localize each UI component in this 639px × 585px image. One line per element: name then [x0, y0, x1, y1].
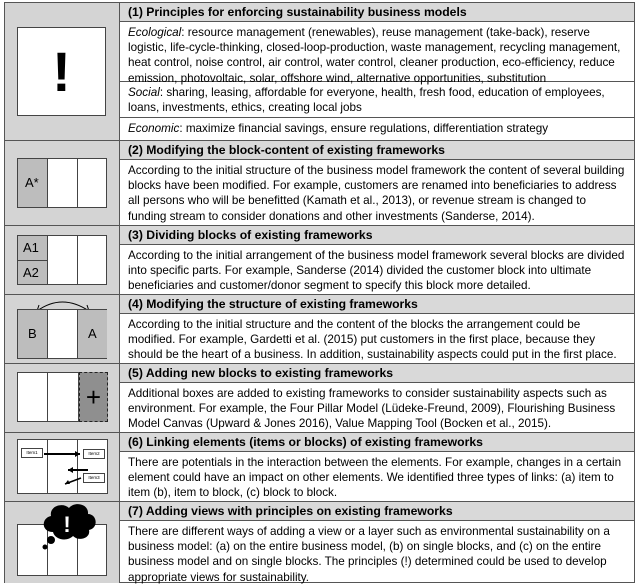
row-icon-cell	[5, 295, 120, 364]
existing-blocks-icon	[17, 372, 79, 422]
item-box: Item2	[83, 449, 105, 459]
exclamation-icon	[17, 27, 106, 116]
economic-section	[120, 118, 634, 140]
row-content	[120, 433, 634, 502]
block-label: A*	[25, 175, 39, 190]
row-icon-cell	[5, 141, 120, 226]
row-content	[120, 141, 634, 226]
row-title: (7) Adding views with principles on existing frameworks	[120, 502, 634, 521]
table-row	[5, 225, 634, 295]
row-title: (6) Linking elements (items or blocks) of existing frameworks	[120, 433, 634, 452]
link-items-icon	[17, 439, 108, 494]
row-text: There are potentials in the interaction between the elements. For example, changes in a certain element could have an impact on other elements. We identified three types of links: (a) item to item (b), item to block, (c) block to block.	[128, 456, 622, 500]
row-content	[120, 226, 634, 295]
table-row	[5, 294, 634, 364]
row-content	[120, 502, 634, 583]
block-label: B	[28, 326, 37, 341]
table-row	[5, 432, 634, 502]
modified-block-icon	[17, 158, 107, 208]
table-row	[5, 501, 634, 583]
row-icon-cell	[5, 502, 120, 583]
row-icon-cell	[5, 364, 120, 433]
swap-blocks-icon	[17, 309, 107, 359]
section-text: : maximize financial savings, ensure regulations, differentiation strategy	[179, 122, 549, 135]
social-section	[120, 82, 634, 118]
table-row	[5, 3, 634, 140]
section-label: Social	[128, 86, 160, 99]
row-title: (2) Modifying the block-content of existing frameworks	[120, 141, 634, 160]
divided-block-icon	[17, 235, 107, 285]
exclamation-mark: !	[52, 39, 71, 103]
row-title: (5) Adding new blocks to existing frameworks	[120, 364, 634, 383]
add-block-icon	[79, 372, 108, 422]
block-label: A1	[23, 240, 39, 255]
row-content	[120, 295, 634, 364]
row-text: According to the initial structure of the business model framework the content of several building blocks have been modified. For example, customers are renamed into beneficiaries to address all persons who will be benefitted (Kamath et al., 2013), or revenue stream is changed to funding stream to consider donations and other investments (Sanderse, 2014).	[128, 164, 625, 223]
section-label: Ecological	[128, 26, 182, 39]
link-arrows-icon	[18, 440, 108, 494]
section-text: : sharing, leasing, affordable for everyone, health, fresh food, education of employees, loans, investments, ethics, creating local jobs	[128, 86, 605, 115]
section-text: : resource management (renewables), reuse management (take-back), reserve logistic, life-cycle-thinking, closed-loop-production, waste management, recycling management, heat control, noise control, air control, water control, cleaner production, eco-efficiency, reduce emission, photovoltaic, solar, offshore wind, alternative opportunities, substitution	[128, 26, 621, 85]
row-icon-cell	[5, 433, 120, 502]
item-box: Item1	[21, 448, 43, 458]
row-title: (3) Dividing blocks of existing frameworks	[120, 226, 634, 245]
section-label: Economic	[128, 122, 180, 135]
row-text: According to the initial arrangement of the business model framework several blocks are divided into specific parts. For example, Sanderse (2014) divided the customer block into ultimate beneficiaries and customer/donor segment to specify this block more detailed.	[128, 249, 625, 293]
row-title: (4) Modifying the structure of existing frameworks	[120, 295, 634, 314]
block-label: A2	[23, 265, 39, 280]
ecological-section	[120, 22, 634, 85]
row-icon-cell	[5, 3, 120, 140]
principles-table	[4, 2, 635, 583]
row-text: Additional boxes are added to existing frameworks to consider sustainability aspects such as environment. For example, the Four Pillar Model (Lüdeke-Freund, 2009), Flourishing Business Model Canvas (Upward & Jones 2016), Value Mapping Tool (Bocken et al., 2015).	[128, 387, 616, 431]
row-text: According to the initial structure and the content of the blocks the arrangement could be modified. For example, Gardetti et al. (2015) put customers in the first place, because they should be the heart of a business. In addition, sustainability aspects could put in the first place.	[128, 318, 617, 362]
row-content	[120, 364, 634, 433]
row-text: There are different ways of adding a view or a layer such as environmental sustainability on a business model: (a) on the entire business model, (b) on single blocks, and (c) on the entire business model and on single blocks. The principles (!) determined could be used to develop appropriate views for sustainability.	[128, 525, 610, 584]
view-cloud-icon	[39, 502, 99, 550]
row-icon-cell	[5, 226, 120, 295]
row-content	[120, 3, 634, 140]
item-box: Item3	[83, 473, 105, 483]
table-row	[5, 140, 634, 226]
plus-icon: +	[85, 382, 102, 412]
table-row	[5, 363, 634, 433]
cloud-exclamation: !	[63, 512, 71, 537]
row-title: (1) Principles for enforcing sustainability business models	[120, 3, 634, 22]
block-label: A	[88, 326, 97, 341]
